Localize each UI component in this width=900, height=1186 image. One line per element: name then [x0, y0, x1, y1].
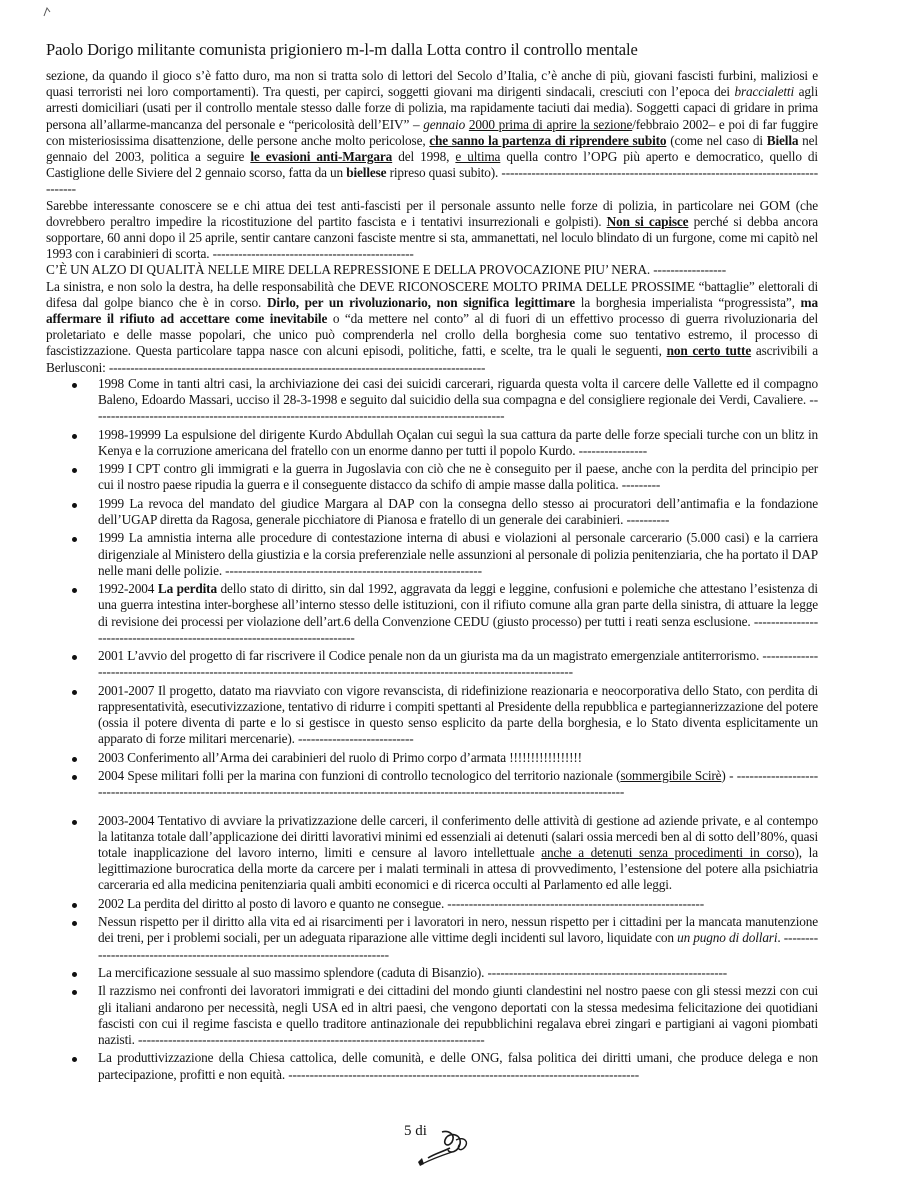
emphasis-text: che sanno la partenza di riprendere subito [429, 132, 667, 148]
text-run: ) - ---------------------------------------------------------------------------------------------------------------------------------------------- [98, 768, 819, 800]
emphasis-text: Non si capisce [606, 213, 689, 229]
text-run: 1998 Come in tanti altri casi, la archiviazione dei casi dei suicidi carcerari, riguarda questa volta il carcere delle Vallette ed il compagno Baleno, Edoardo Massari, ucciso il 28-3-1998 e seguito dal suicidio della sua compagna e del consigliere regionale dei Verdi, Cavaliere. ------------------------------------------------------------------------------------------------- [98, 375, 818, 424]
text-run: ), la legittimazione burocratica della morte da carcere per i malati terminali in attesa di provvedimento, l’estensione del potere alla psichiatria carceraria ed alla medicina penitenziaria quali ambiti economici e di ricerca occulti al Parlamento ed alle leggi. [98, 845, 818, 893]
document-title: Paolo Dorigo militante comunista prigioniero m-l-m dalla Lotta contro il controllo mentale [46, 40, 638, 59]
bullet-icon [72, 757, 77, 762]
emphasis-text: un pugno di dollari [677, 930, 778, 946]
text-run: 2004 Spese militari folli per la marina con funzioni di controllo tecnologico del territorio nazionale ( [98, 768, 621, 784]
bullet-list [46, 376, 818, 1083]
text-run: quella contro l’OPG più aperto e democratico, quello di Castiglione delle Siviere del 2 gennaio scorso, fatta da un [46, 149, 818, 181]
list-item [46, 813, 818, 894]
text-run: del 1998, [392, 149, 456, 165]
emphasis-text: Biella [766, 132, 799, 148]
list-item [46, 581, 818, 646]
emphasis-text: biellese [346, 165, 387, 181]
list-item [46, 768, 818, 800]
list-item [46, 376, 818, 425]
list-item [46, 914, 818, 963]
bullet-icon [72, 921, 77, 926]
text-run: 2003 Conferimento all’Arma dei carabinieri del ruolo di Primo corpo d’armata !!!!!!!!!!!!!!!!! [98, 749, 582, 765]
list-item [46, 896, 818, 912]
bullet-icon [72, 990, 77, 995]
emphasis-text: e ultima [455, 149, 501, 165]
document-body [46, 68, 818, 1085]
bullet-icon [72, 468, 77, 473]
list-item [46, 750, 818, 766]
text-run: La sinistra, e non solo la destra, ha delle responsabilità che DEVE RICONOSCERE MOLTO PRIMA DELLE PROSSIME “battaglie” elettorali di difesa dal golpe bianco che è in corso. [46, 278, 818, 310]
list-item [46, 427, 818, 459]
paragraph [46, 198, 818, 263]
bullet-icon [72, 383, 77, 388]
text-run: 2001 L’avvio del progetto di far riscrivere il Codice penale non da un giurista ma da un magistrato emergenziale antiterrorismo. ---------------------------------------------------------------------------------------------------------------------------- [98, 648, 818, 680]
paragraph-list [46, 68, 818, 376]
text-run: o “da mettere nel conto” al di fuori di un effettivo processo di guerra rivoluzionaria del proletariato e delle masse popolari, che unico può comprenderla nel crollo della borghesia come suo tentativo estremo, il processo di fascistizzazione. Questa particolare tappa nasce con alcuni episodi, politiche, fatti, e scelte, tra le quali le seguenti, [46, 311, 818, 359]
text-run: (come nel caso di [666, 132, 767, 148]
bullet-icon [72, 972, 77, 977]
text-run: . ---------------------------------------------------------------------------- [98, 930, 818, 962]
page-number: 5 di [404, 1123, 427, 1139]
emphasis-text: le evasioni anti-Margara [250, 149, 393, 165]
bullet-icon [72, 537, 77, 542]
emphasis-text: 2000 prima di aprire la sezione [468, 116, 633, 132]
list-item [46, 965, 818, 981]
list-item [46, 648, 818, 680]
text-run: dello stato di diritto, sin dal 1992, aggravata da leggi e leggine, confusioni e polemiche che attestano l’esistenza di una guerra intestina inter-borghese all’interno stesso delle istituzioni, con il rifiuto comune alla gran parte della sinistra, di attuare la legge di revisione dei processi per violazione dell’art.6 della Convenzione CEDU (giusto processo) per tutti i reati senza esclusione. --------------------------------------------------------------------------- [98, 581, 818, 645]
text-run: ripreso quasi subito). --------------------------------------------------------------------------------- [46, 165, 818, 197]
text-run: agli arresti domiciliari (usati per il controllo mentale stesso dalle forze di polizia, ma rapidamente taciuti dai media). Soggetti capaci di gridare in prima persona all’allarme-mancanza del personale e “pericolosità dell’EIV” – [46, 84, 818, 132]
text-run: 1992-2004 [98, 581, 158, 597]
emphasis-text: anche a detenuti senza procedimenti in corso [541, 845, 795, 861]
text-run: Il razzismo nei confronti dei lavoratori immigrati e dei cittadini del mondo giunti clandestini nel nostro paese con gli stessi mezzi con cui gli italiani andarono per necessità, negli USA ed in altri paesi, che vengono deportati con la stessa medesima felicitazione dei quotidiani fascisti con cui il regime fascista e quello traditore antinazionale dei repubblichini regalava ebrei zingari e partigiani ai vagoni piombati nazisti. --------------------------------------------------------------------------------- [98, 983, 818, 1048]
handwritten-signature [412, 1128, 472, 1174]
bullet-icon [72, 690, 77, 695]
list-item [46, 983, 818, 1048]
text-run: sezione, da quando il gioco s’è fatto duro, ma non si tratta solo di lettori del Secolo d’Italia, c’è anche di più, giovani fascisti furbini, maliziosi e quasi terroristi nei loro comportamenti). Tra questi, per capirci, soggetti giovani ma dirigenti sindacali, cresciuti con l’epoca dei [46, 68, 818, 100]
text-run: 2001-2007 Il progetto, datato ma riavviato con vigore revanscista, di ridefinizione reazionaria e neocorporativa dello Stato, con perdita di rappresentatività, esecutivizzazione, tentativo di ridurre i compiti spettanti al Presidente della repubblica e partegiannerizzazione del potere (ossia il potere diventa di parte e lo si gestisce in questo senso esplicito da parte della borghesia, e lo Stato diventa esplicitamente un apparato di forze militari mercenarie). --------------------------- [98, 682, 818, 747]
emphasis-text: ma affermare il rifiuto ad accettare come inevitabile [46, 294, 818, 327]
emphasis-text: sommergibile Scirè [620, 768, 722, 784]
bullet-icon [72, 1057, 77, 1062]
bullet-icon [72, 503, 77, 508]
text-run: Nessun rispetto per il diritto alla vita ed ai risarcimenti per i lavoratori in nero, nessun rispetto per i cittadini per la mancata manutenzione dei treni, per i problemi sociali, per un adeguata riparazione alle vittime degli incidenti sul lavoro, liquidate con [98, 914, 818, 946]
emphasis-text: braccialetti [734, 84, 795, 100]
list-item [46, 1050, 818, 1082]
emphasis-text: non certo tutte [666, 343, 752, 359]
text-run: 1999 La amnistia interna alle procedure di contestazione interna di abusi e violazioni al personale carcerario (5.000 casi) e la carriera dirigenziale al Ministero della giustizia e la corsia preferenziale nelle assunzioni al personale di polizia penitenziaria, che ha portato il DAP nelle mani delle polizie. ------------------------------------------------------------ [98, 530, 819, 578]
list-item [46, 461, 818, 493]
emphasis-text: La perdita [157, 581, 217, 597]
bullet-icon [72, 820, 77, 825]
emphasis-text: Dirlo, per un rivoluzionario, non significa legittimare [266, 294, 576, 310]
text-run: C’È UN ALZO DI QUALITÀ NELLE MIRE DELLA REPRESSIONE E DELLA PROVOCAZIONE PIU’ NERA. ----------------- [46, 262, 726, 278]
paragraph [46, 68, 818, 198]
corner-mark-icon [42, 6, 52, 18]
list-item [46, 683, 818, 748]
text-run: 1999 I CPT contro gli immigrati e la guerra in Jugoslavia con ciò che ne è conseguito per il paese, anche con la perdita del principio per cui il nostro paese ripudia la guerra e il conseguente distacco da schifo di ampie masse dalla politica. --------- [98, 461, 818, 493]
text-run: 1998-19999 La espulsione del dirigente Kurdo Abdullah Oçalan cui seguì la sua cattura da parte delle forze speciali turche con un blitz in Kenya e la corruzione americana del fratello con un enorme danno per tutti il popolo Kurdo. ---------------- [98, 426, 818, 458]
text-run: 1999 La revoca del mandato del giudice Margara al DAP con la consegna dello stesso ai procuratori dell’antimafia e la fondazione dell’UGAP diretta da Ragosa, generale picchiatore di Pianosa e fratello di un generale dei carabinieri. ---------- [98, 495, 818, 528]
paragraph [46, 262, 818, 278]
bullet-icon [72, 434, 77, 439]
text-run: perché si debba ancora sopportare, 60 anni dopo il 25 aprile, sentir cantare canzoni fasciste mentre si sta, ammanettati, nel loculo blindato di un furgone, come mi capitò nel 1993 con i carabinieri di scorta. ----------------------------------------------- [46, 213, 818, 262]
text-run: la borghesia imperialista “progressista”, [575, 294, 801, 310]
text-run: nel gennaio del 2003, politica a seguire [46, 132, 818, 165]
text-run: ascrivibili a Berlusconi: ---------------------------------------------------------------------------------------- [46, 343, 818, 375]
paragraph [46, 279, 818, 376]
list-item [46, 496, 818, 528]
text-run: 2003-2004 Tentativo di avviare la privatizzazione delle carceri, il conferimento delle attività di gestione ad aziende private, e al contempo la latitanza totale dall’applicazione dei diritti lavorativi minimi ed essenziali ai detenuti (salari ossia mercedi ben al di sotto dell’80%, quasi totale inapplicazione del lavoro interno, limiti e censure al lavoro intellettuale [98, 812, 818, 861]
bullet-icon [72, 655, 77, 660]
text-run: 2002 La perdita del diritto al posto di lavoro e quanto ne consegue. ------------------------------------------------------------ [98, 895, 704, 911]
text-run: La mercificazione sessuale al suo massimo splendore (caduta di Bisanzio). -------------------------------------------------------- [98, 965, 728, 981]
text-run: La produttivizzazione della Chiesa cattolica, delle comunità, e delle ONG, falsa politica dei diritti umani, che produce delega e non partecipazione, profitti e non equità. ---------------------------------------------------------------------------------- [98, 1050, 818, 1082]
list-item [46, 530, 818, 579]
emphasis-text: gennaio [423, 116, 466, 132]
bullet-icon [72, 775, 77, 780]
bullet-icon [72, 588, 77, 593]
bullet-icon [72, 903, 77, 908]
text-run: Sarebbe interessante conoscere se e chi attua dei test anti-fascisti per il personale assunto nelle forze di polizia, in particolare nei GOM (che dovrebbero peraltro impedire la ricostituzione del partito fascista e i tentativi insurrezionali e golpisti). [46, 197, 818, 229]
text-run: /febbraio 2002– e poi di far fuggire con misteriosissima disattenzione, delle persone anche molto pericolose, [46, 116, 818, 148]
